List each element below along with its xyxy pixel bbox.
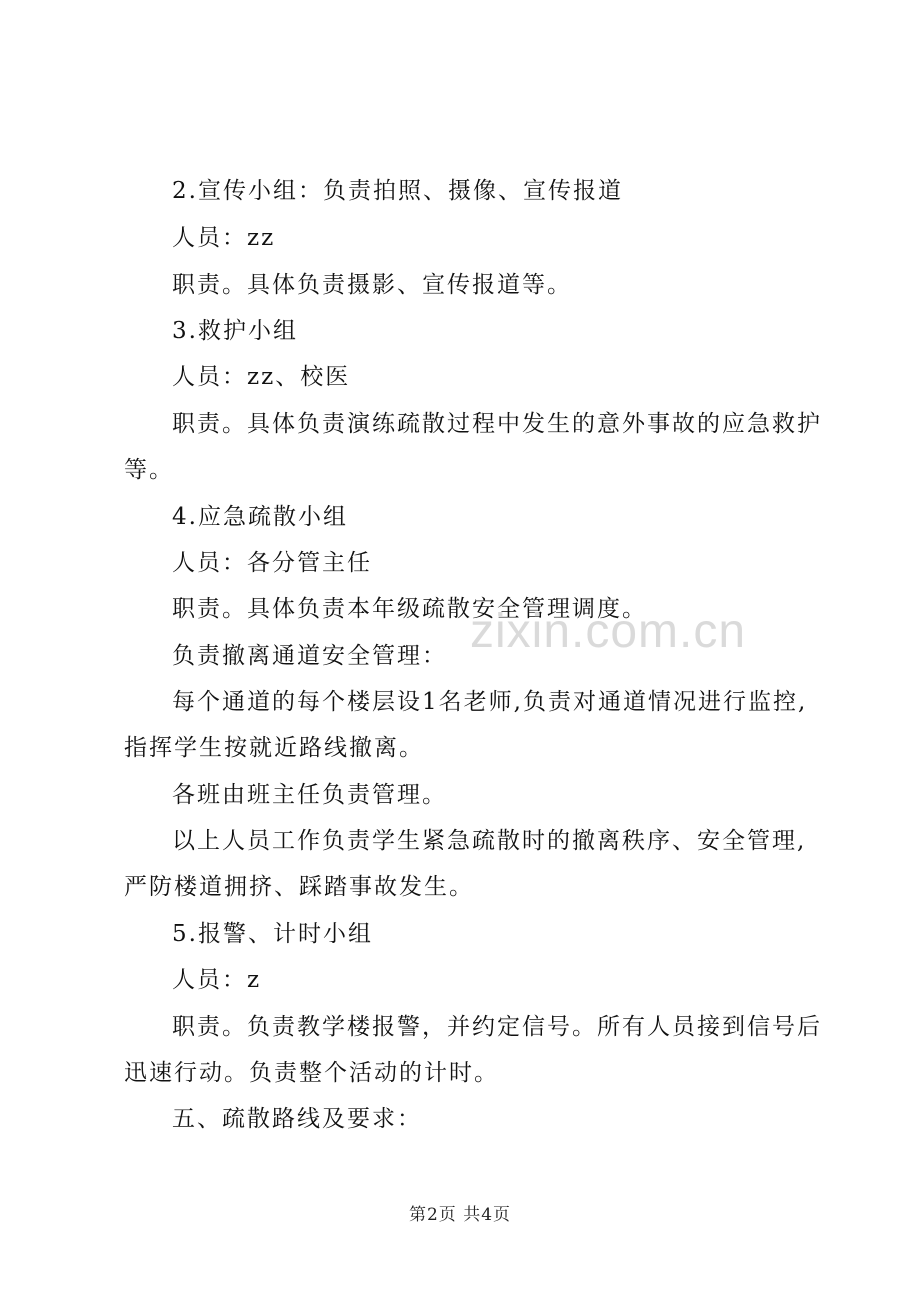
paragraph-line: 4.应急疏散小组 — [172, 504, 348, 530]
paragraph-line: 2.宣传小组：负责拍照、摄像、宣传报道 — [172, 178, 623, 204]
paragraph-line: 职责。负责教学楼报警，并约定信号。所有人员接到信号后 — [172, 1014, 822, 1040]
paragraph-line: 3.救护小组 — [172, 318, 298, 344]
paragraph-line: 严防楼道拥挤、踩踏事故发生。 — [124, 874, 474, 900]
paragraph-line: 人员：各分管主任 — [172, 550, 372, 576]
paragraph-line: 以上人员工作负责学生紧急疏散时的撤离秩序、安全管理, — [172, 828, 807, 854]
paragraph-line: 每个通道的每个楼层设1名老师,负责对通道情况进行监控, — [172, 689, 808, 715]
paragraph-line: 五、疏散路线及要求： — [172, 1106, 422, 1132]
watermark: zixin.com.cn — [470, 605, 747, 658]
paragraph-line: 职责。具体负责本年级疏散安全管理调度。 — [172, 596, 647, 622]
paragraph-line: 人员：zz — [172, 225, 276, 251]
paragraph-line: 职责。具体负责摄影、宣传报道等。 — [172, 272, 572, 298]
paragraph-line: 迅速行动。负责整个活动的计时。 — [124, 1060, 499, 1086]
paragraph-line: 负责撤离通道安全管理： — [172, 643, 447, 669]
paragraph-line: 职责。具体负责演练疏散过程中发生的意外事故的应急救护 — [172, 411, 822, 437]
paragraph-line: 人员：z — [172, 967, 262, 993]
paragraph-line: 各班由班主任负责管理。 — [172, 782, 447, 808]
paragraph-line: 指挥学生按就近路线撤离。 — [124, 735, 424, 761]
paragraph-line: 人员：zz、校医 — [172, 364, 351, 390]
paragraph-line: 等。 — [124, 457, 174, 483]
page-footer: 第2页 共4页 — [408, 1205, 512, 1225]
paragraph-line: 5.报警、计时小组 — [172, 921, 373, 947]
